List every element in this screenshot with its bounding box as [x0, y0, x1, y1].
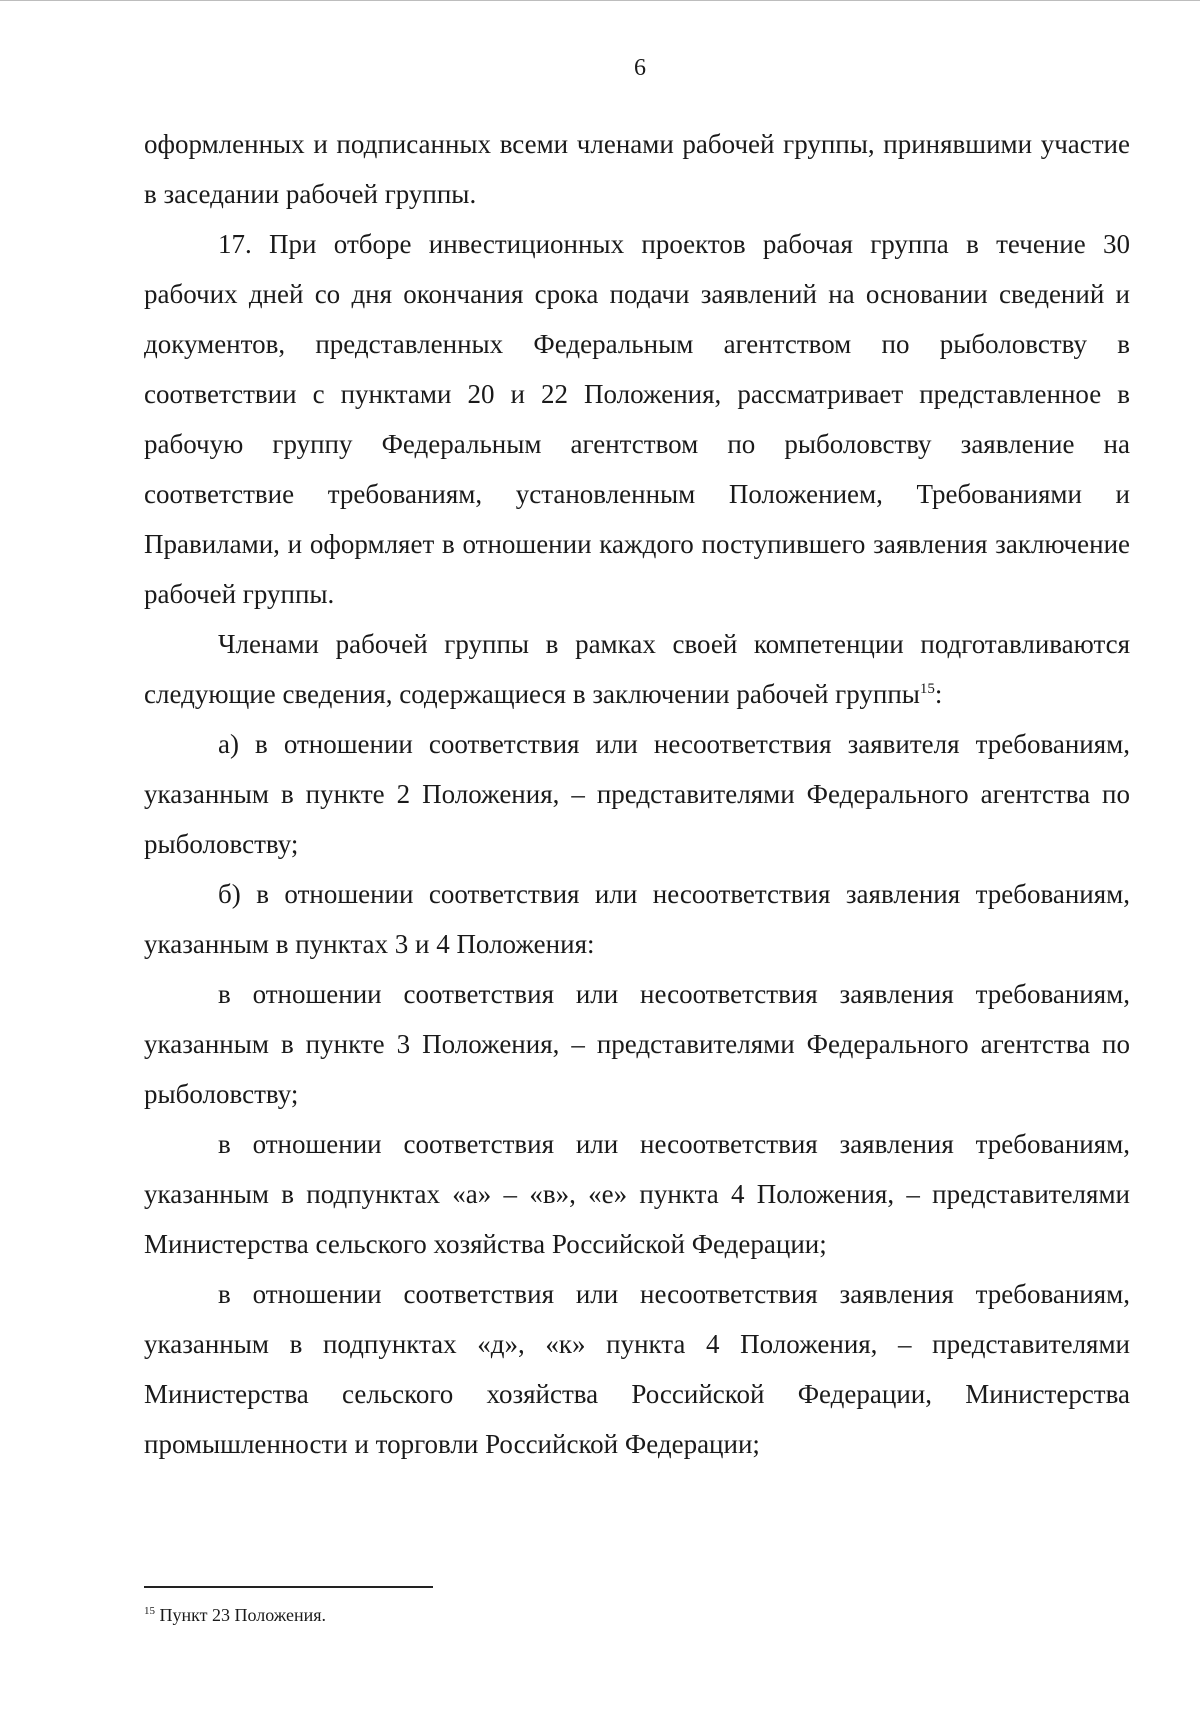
document-body	[144, 119, 1130, 1469]
paragraph-members-info	[144, 619, 1130, 719]
paragraph-text: оформленных и подписанных всеми членами рабочей группы, принявшими участие в заседании рабочей группы.	[144, 129, 1130, 209]
paragraph-item-17	[144, 219, 1130, 619]
footnote-marker: 15	[144, 1605, 155, 1617]
paragraph-subitem-a	[144, 719, 1130, 869]
paragraph-text: в отношении соответствия или несоответствия заявления требованиям, указанным в подпунктах «д», «к» пункта 4 Положения, – представителями Министерства сельского хозяйства Российской Федерации, Министерства промышленности и торговли Российской Федерации;	[144, 1279, 1130, 1459]
page-number: 6	[634, 55, 646, 81]
paragraph-text: б) в отношении соответствия или несоответствия заявления требованиям, указанным в пунктах 3 и 4 Положения:	[144, 879, 1130, 959]
footnote-reference[interactable]: 15	[919, 681, 935, 697]
paragraph-text: а) в отношении соответствия или несоответствия заявителя требованиям, указанным в пункте 2 Положения, – представителями Федерального агентства по рыболовству;	[144, 729, 1130, 859]
paragraph-continuation	[144, 119, 1130, 219]
footnote	[144, 1603, 326, 1627]
paragraph-text: в отношении соответствия или несоответствия заявления требованиям, указанным в подпунктах «а» – «в», «е» пункта 4 Положения, – представителями Министерства сельского хозяйства Российской Федерации;	[144, 1129, 1130, 1259]
paragraph-text: 17. При отборе инвестиционных проектов рабочая группа в течение 30 рабочих дней со дня окончания срока подачи заявлений на основании сведений и документов, представленных Федеральным агентством по рыболовству в соответствии с пунктами 20 и 22 Положения, рассматривает представленное в рабочую группу Федеральным агентством по рыболовству заявление на соответствие требованиям, установленным Положением, Требованиями и Правилами, и оформляет в отношении каждого поступившего заявления заключение рабочей группы.	[144, 229, 1130, 609]
paragraph-point-4-a-v-e	[144, 1119, 1130, 1269]
footnote-text: Пункт 23 Положения.	[155, 1605, 327, 1625]
paragraph-text: Членами рабочей группы в рамках своей компетенции подготавливаются следующие сведения, содержащиеся в заключении рабочей группы	[144, 629, 1130, 709]
paragraph-point-4-d-k	[144, 1269, 1130, 1469]
paragraph-text: в отношении соответствия или несоответствия заявления требованиям, указанным в пункте 3 Положения, – представителями Федерального агентства по рыболовству;	[144, 979, 1130, 1109]
footnote-separator	[144, 1586, 433, 1588]
paragraph-tail: :	[934, 679, 943, 709]
paragraph-point-3	[144, 969, 1130, 1119]
paragraph-subitem-b	[144, 869, 1130, 969]
